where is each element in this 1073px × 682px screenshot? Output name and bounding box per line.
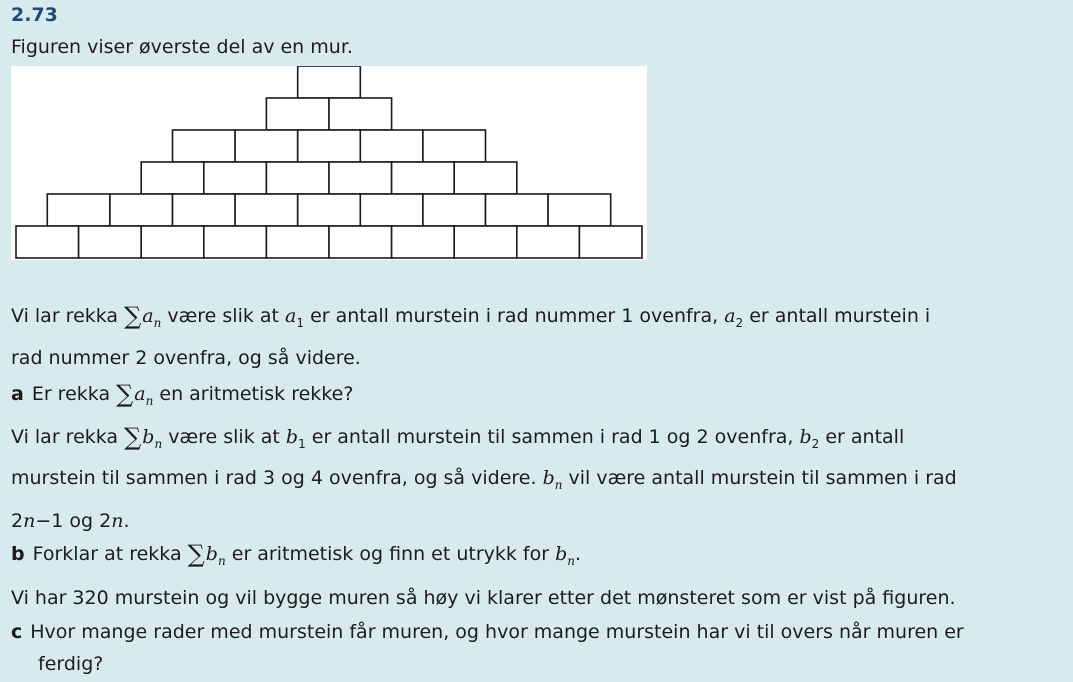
brick: [47, 194, 110, 226]
brick: [16, 226, 79, 258]
intro-text: Figuren viser øverste del av en mur.: [11, 36, 353, 58]
brick: [79, 226, 142, 258]
brick: [517, 226, 580, 258]
brick: [110, 194, 173, 226]
brick: [204, 162, 267, 194]
brick: [141, 162, 204, 194]
question-a: a Er rekka $\sum a_n$ en aritmetisk rekke?: [11, 380, 354, 408]
brick: [454, 162, 517, 194]
paragraph-1-line-1: Vi lar rekka $\sum a_n$ være slik at $a_1$ er antall murstein i rad nummer 1 ovenfra, $a_2$ er antall murstein i: [11, 302, 931, 330]
question-c-label: c: [11, 621, 23, 643]
brick: [298, 194, 361, 226]
brick: [486, 194, 549, 226]
brick: [141, 226, 204, 258]
brick: [266, 162, 329, 194]
brick: [423, 130, 486, 162]
brick: [392, 162, 455, 194]
brick: [173, 130, 236, 162]
question-c-line-2: ferdig?: [38, 653, 104, 675]
sum-symbol: ∑: [124, 302, 142, 330]
paragraph-2-line-1: Vi lar rekka $\sum b_n$ være slik at $b_1$ er antall murstein til sammen i rad 1 og 2 ovenfra, $b_2$ er antall: [11, 423, 905, 451]
brick: [329, 226, 392, 258]
paragraph-2-line-2: murstein til sammen i rad 3 og 4 ovenfra, og så videre. $b_n$ vil være antall murstein til sammen i rad: [11, 467, 957, 492]
brick: [298, 66, 361, 98]
brick: [360, 194, 423, 226]
brick: [360, 130, 423, 162]
brick: [579, 226, 642, 258]
problem-number: 2.73: [11, 4, 58, 26]
brick: [548, 194, 611, 226]
brick-wall-diagram: [11, 66, 647, 260]
question-a-label: a: [11, 383, 24, 405]
brick: [235, 130, 298, 162]
question-b-label: b: [11, 543, 25, 565]
question-b: b Forklar at rekka $\sum b_n$ er aritmetisk og finn et utrykk for $b_n$.: [11, 540, 582, 568]
var-a: a: [142, 305, 154, 327]
brick: [204, 226, 267, 258]
brick: [298, 130, 361, 162]
paragraph-3: Vi har 320 murstein og vil bygge muren så høy vi klarer etter det mønsteret som er vist på figuren.: [11, 587, 956, 609]
paragraph-1-line-2: rad nummer 2 ovenfra, og så videre.: [11, 347, 361, 369]
brick: [266, 98, 329, 130]
brick: [329, 98, 392, 130]
brick: [423, 194, 486, 226]
brick: [454, 226, 517, 258]
wall-figure: [11, 66, 647, 260]
brick: [329, 162, 392, 194]
brick: [392, 226, 455, 258]
brick: [235, 194, 298, 226]
brick: [266, 226, 329, 258]
question-c: c Hvor mange rader med murstein får muren, og hvor mange murstein har vi til overs når muren er: [11, 621, 964, 643]
paragraph-2-line-3: 2n−1 og 2n.: [11, 510, 130, 532]
brick: [173, 194, 236, 226]
